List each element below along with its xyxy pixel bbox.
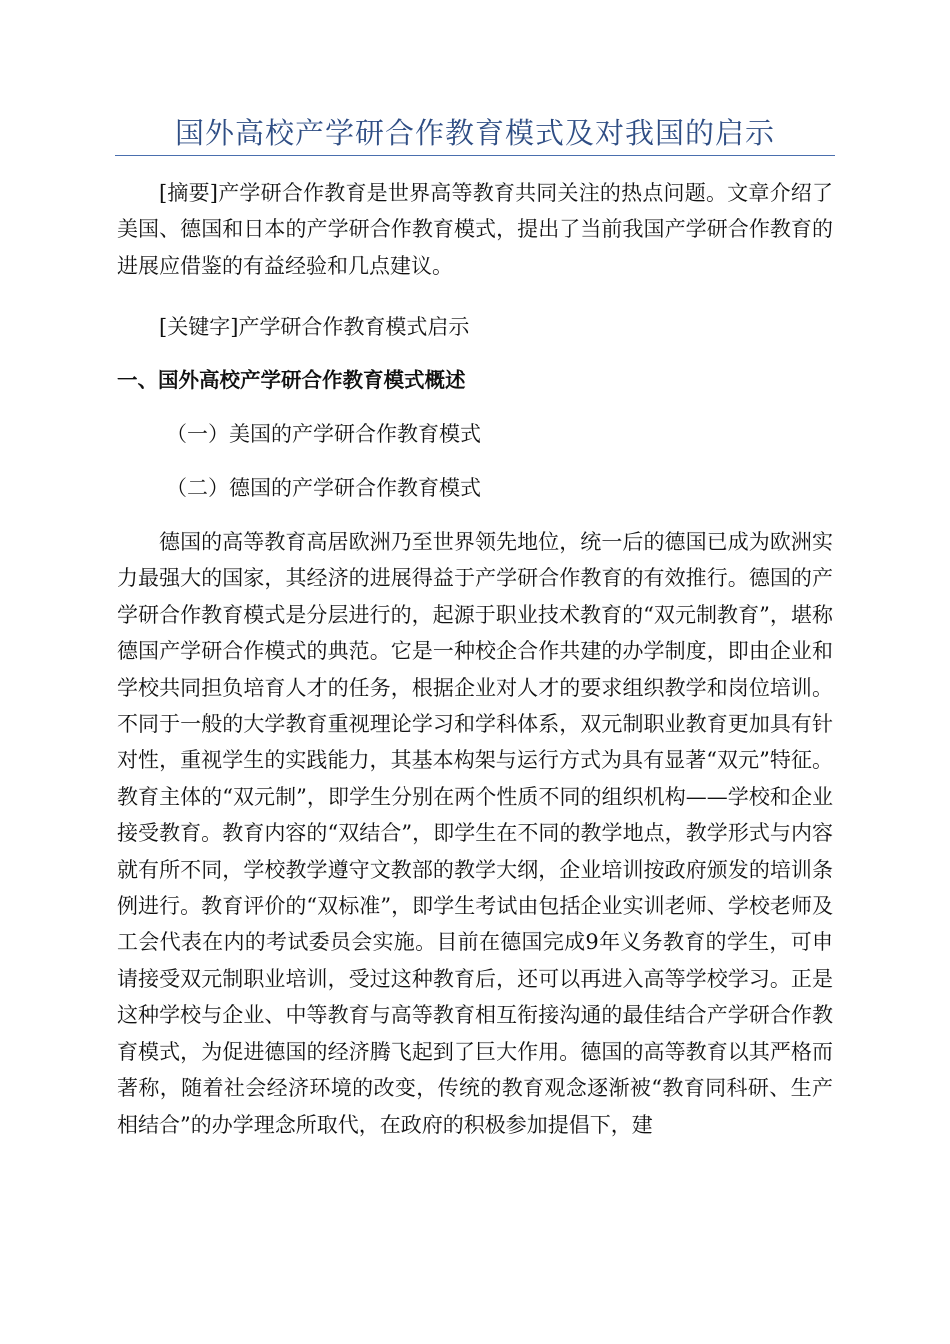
title-underline [115, 155, 835, 156]
document-title: 国外高校产学研合作教育模式及对我国的启示 [174, 116, 775, 150]
subsection-heading-germany: （二）德国的产学研合作教育模式 [166, 476, 481, 500]
subsection-heading-usa: （一）美国的产学研合作教育模式 [166, 422, 481, 446]
body-paragraph: 德国的高等教育高居欧洲乃至世界领先地位，统一后的德国已成为欧洲实力最强大的国家，其经济的进展得益于产学研合作教育的有效推行。德国的产学研合作教育模式是分层进行的，起源于职业技术教育的“双元制教育”，堪称德国产学研合作模式的典范。它是一种校企合作共建的办学制度，即由企业和学校共同担负培育人才的任务，根据企业对人才的要求组织教学和岗位培训。不同于一般的大学教育重视理论学习和学科体系，双元制职业教育更加具有针对性，重视学生的实践能力，其基本构架与运行方式为具有显著“双元”特征。教育主体的“双元制”，即学生分别在两个性质不同的组织机构——学校和企业接受教育。教育内容的“双结合”，即学生在不同的教学地点，教学形式与内容就有所不同，学校教学遵守文教部的教学大纲，企业培训按政府颁发的培训条例进行。教育评价的“双标准”，即学生考试由包括企业实训老师、学校老师及工会代表在内的考试委员会实施。目前在德国完成9年义务教育的学生，可申请接受双元制职业培训，受过这种教育后，还可以再进入高等学校学习。正是这种学校与企业、中等教育与高等教育相互衔接沟通的最佳结合产学研合作教育模式，为促进德国的经济腾飞起到了巨大作用。德国的高等教育以其严格而著称，随着社会经济环境的改变，传统的教育观念逐渐被“教育同科研、生产相结合”的办学理念所取代，在政府的积极参加提倡下，建 [117, 530, 833, 1137]
section-heading: 一、国外高校产学研合作教育模式概述 [117, 368, 466, 392]
keywords-line: [关键字]产学研合作教育模式启示 [159, 315, 470, 339]
abstract-paragraph: [摘要]产学研合作教育是世界高等教育共同关注的热点问题。文章介绍了美国、德国和日本的产学研合作教育模式，提出了当前我国产学研合作教育的进展应借鉴的有益经验和几点建议。 [117, 181, 833, 278]
